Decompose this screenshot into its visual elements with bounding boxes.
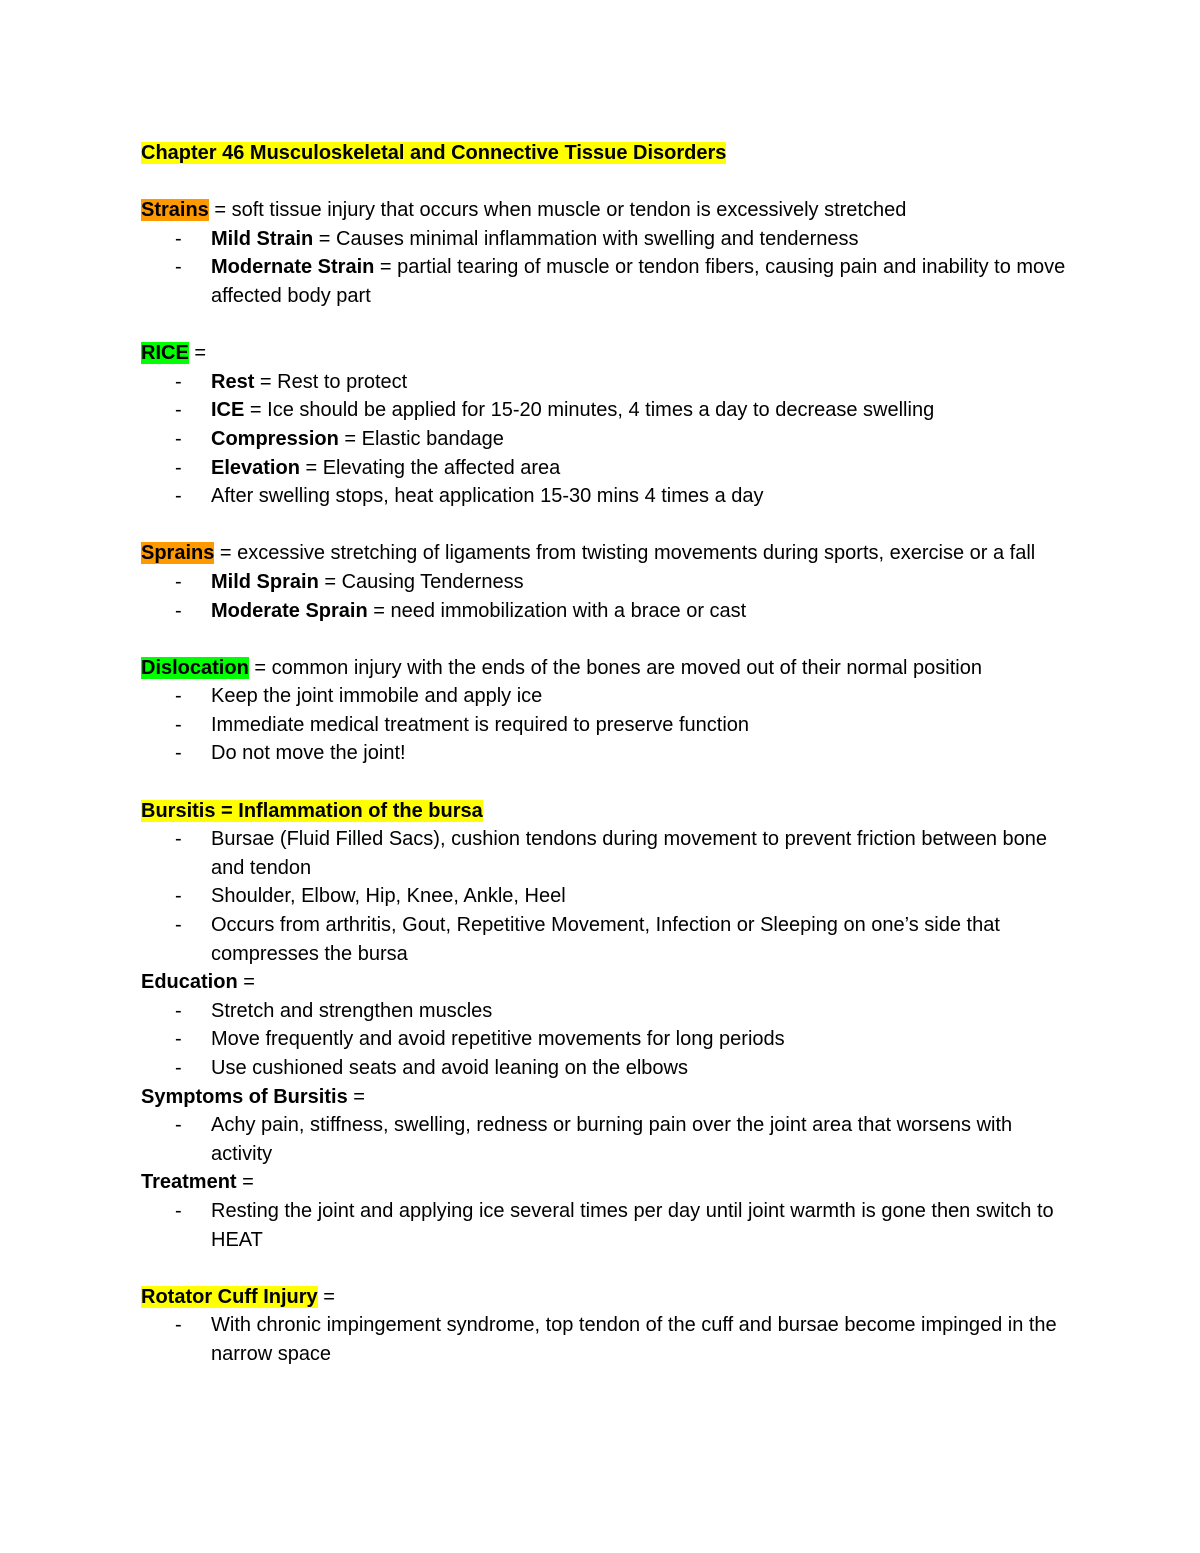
list-item: [141, 882, 1066, 911]
list-item: [141, 825, 1066, 882]
item-text: After swelling stops, heat application 15-30 mins 4 times a day: [211, 485, 764, 508]
rotator-heading: [141, 1283, 1066, 1312]
bullet-dash: -: [175, 713, 182, 736]
item-text: = Elevating the affected area: [299, 456, 561, 479]
item-text: = Rest to protect: [254, 370, 408, 393]
list-item: [141, 454, 1066, 483]
item-label: Mild Sprain: [211, 570, 319, 593]
item-label: Compression: [211, 427, 339, 450]
sprains-list: [141, 568, 1066, 625]
treatment-term: Treatment: [141, 1171, 237, 1194]
strains-term: Strains: [141, 199, 209, 222]
bullet-dash: -: [175, 1057, 182, 1079]
sprains-definition: = excessive stretching of ligaments from twisting movements during sports, exercise or a fall: [214, 542, 1036, 565]
item-text: Do not move the joint!: [211, 742, 406, 765]
symptoms-heading: [141, 1083, 1066, 1112]
list-item: [141, 396, 1066, 425]
bursitis-heading: [141, 797, 1066, 826]
item-text: With chronic impingement syndrome, top tendon of the cuff and bursae become impinged in the narrow space: [211, 1314, 1057, 1365]
item-text: Stretch and strengthen muscles: [211, 999, 493, 1022]
bullet-dash: -: [175, 399, 182, 422]
rice-term: RICE: [141, 342, 189, 365]
dislocation-term: Dislocation: [141, 656, 249, 679]
treatment-heading: [141, 1168, 1066, 1197]
bullet-dash: -: [175, 1199, 182, 1222]
list-item: [141, 739, 1066, 768]
item-text: = partial tearing of muscle or tendon fibers, causing pain and inability to move affected body part: [211, 256, 1066, 307]
bullet-dash: -: [175, 828, 182, 851]
list-item: [141, 682, 1066, 711]
symptoms-term: Symptoms of Bursitis: [141, 1085, 348, 1108]
item-text: Shoulder, Elbow, Hip, Knee, Ankle, Heel: [211, 885, 566, 908]
sprains-heading: [141, 539, 1066, 568]
bullet-dash: -: [175, 456, 182, 479]
bullet-dash: -: [175, 999, 182, 1022]
bullet-dash: -: [175, 742, 182, 765]
list-item: [141, 225, 1066, 254]
item-label: Moderate Sprain: [211, 599, 368, 622]
item-label: Rest: [211, 370, 255, 393]
strains-definition: = soft tissue injury that occurs when muscle or tendon is excessively stretched: [208, 199, 907, 222]
education-list: [141, 997, 1066, 1083]
bullet-dash: -: [175, 599, 182, 622]
sprains-term: Sprains: [141, 542, 215, 565]
rotator-term: Rotator Cuff Injury: [141, 1285, 318, 1308]
bullet-dash: -: [175, 227, 182, 250]
treatment-list: [141, 1197, 1066, 1254]
bullet-dash: -: [175, 1028, 182, 1051]
list-item: [141, 997, 1066, 1026]
item-text: Achy pain, stiffness, swelling, redness or burning pain over the joint area that worsens with activity: [211, 1114, 1013, 1165]
bursitis-term: Bursitis = Inflammation of the bursa: [141, 799, 483, 822]
item-text: = Causing Tenderness: [318, 570, 524, 593]
list-item: [141, 1311, 1066, 1368]
item-label: Elevation: [211, 456, 300, 479]
bursitis-list: [141, 825, 1066, 968]
list-item: [141, 253, 1066, 310]
item-text: Use cushioned seats and avoid leaning on the elbows: [211, 1057, 688, 1079]
item-label: Modernate Strain: [211, 256, 375, 279]
item-label: ICE: [211, 399, 245, 422]
rice-heading: [141, 339, 1066, 368]
document-page: [141, 139, 1066, 1369]
bullet-dash: -: [175, 570, 182, 593]
treatment-definition: =: [236, 1171, 254, 1194]
dislocation-list: [141, 682, 1066, 768]
list-item: [141, 482, 1066, 511]
rotator-list: [141, 1311, 1066, 1368]
list-item: [141, 1197, 1066, 1254]
bullet-dash: -: [175, 914, 182, 937]
symptoms-list: [141, 1111, 1066, 1168]
item-text: Keep the joint immobile and apply ice: [211, 685, 543, 708]
list-item: [141, 568, 1066, 597]
bullet-dash: -: [175, 1114, 182, 1137]
list-item: [141, 368, 1066, 397]
item-text: = need immobilization with a brace or cast: [367, 599, 747, 622]
rice-definition: =: [188, 342, 207, 365]
list-item: [141, 1054, 1066, 1083]
list-item: [141, 1025, 1066, 1054]
bullet-dash: -: [175, 370, 182, 393]
dislocation-definition: = common injury with the ends of the bones are moved out of their normal position: [248, 656, 982, 679]
list-item: [141, 911, 1066, 968]
education-term: Education: [141, 971, 238, 994]
list-item: [141, 597, 1066, 626]
bullet-dash: -: [175, 427, 182, 450]
bullet-dash: -: [175, 485, 182, 508]
bullet-dash: -: [175, 1314, 182, 1337]
list-item: [141, 1111, 1066, 1168]
rice-list: [141, 368, 1066, 511]
education-definition: =: [237, 971, 255, 994]
bullet-dash: -: [175, 685, 182, 708]
symptoms-definition: =: [347, 1085, 365, 1108]
item-text: = Causes minimal inflammation with swelling and tenderness: [313, 227, 859, 250]
item-text: Move frequently and avoid repetitive movements for long periods: [211, 1028, 785, 1051]
bullet-dash: -: [175, 256, 182, 279]
item-label: Mild Strain: [211, 227, 314, 250]
list-item: [141, 711, 1066, 740]
item-text: Immediate medical treatment is required to preserve function: [211, 713, 750, 736]
rotator-definition: =: [317, 1285, 335, 1308]
item-text: Occurs from arthritis, Gout, Repetitive Movement, Infection or Sleeping on one’s side that compresses the bursa: [211, 914, 1000, 965]
item-text: Resting the joint and applying ice several times per day until joint warmth is gone then switch to HEAT: [211, 1199, 1054, 1251]
strains-heading: [141, 196, 1066, 225]
dislocation-heading: [141, 654, 1066, 683]
item-text: = Elastic bandage: [338, 427, 504, 450]
title-highlight: Chapter 46 Musculoskeletal and Connective Tissue Disorders: [141, 142, 727, 164]
document-title: [141, 139, 1066, 168]
list-item: [141, 425, 1066, 454]
strains-list: [141, 225, 1066, 311]
item-text: = Ice should be applied for 15-20 minutes, 4 times a day to decrease swelling: [244, 399, 935, 422]
education-heading: [141, 968, 1066, 997]
bullet-dash: -: [175, 885, 182, 908]
item-text: Bursae (Fluid Filled Sacs), cushion tendons during movement to prevent friction between bone and tendon: [211, 828, 1048, 879]
